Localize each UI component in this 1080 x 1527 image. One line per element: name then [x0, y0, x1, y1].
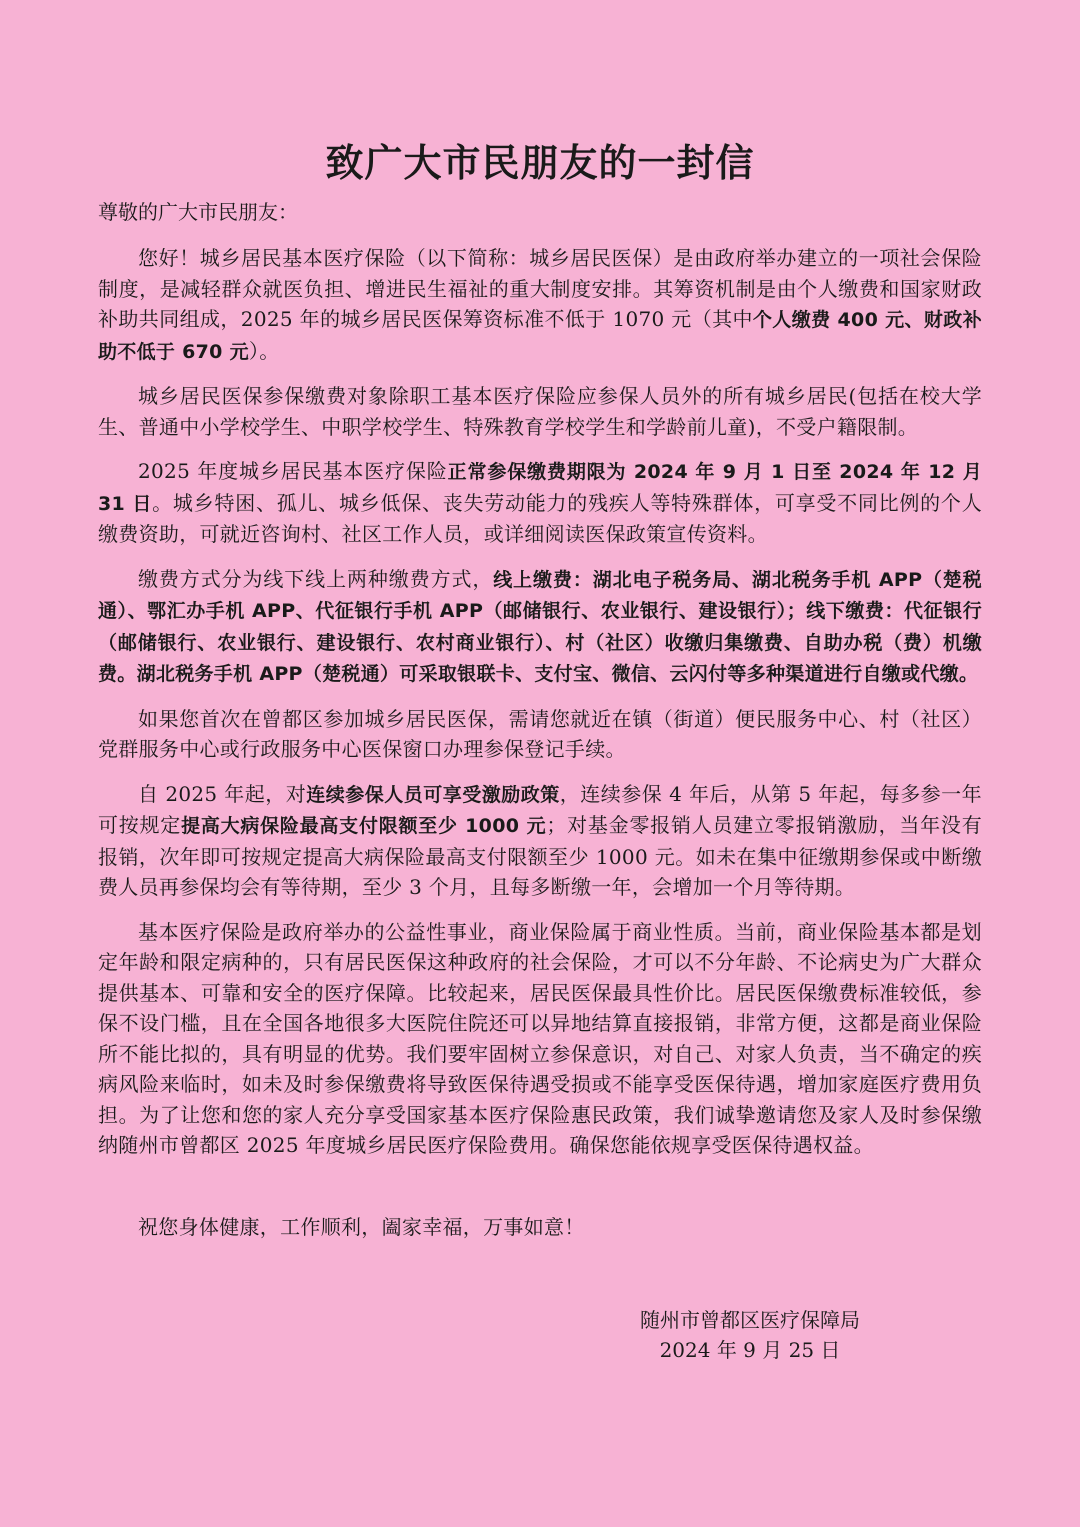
paragraph-text: 基本医疗保险是政府举办的公益性事业，商业保险属于商业性质。当前，商业保险基本都是划定年龄和限定病种的，只有居民医保这种政府的社会保险，才可以不分年龄、不论病史为广大群众提供基本、可靠和安全的医疗保障。比较起来，居民医保最具性价比。居民医保缴费标准较低，参保不设门槛，且在全国各地很多大医院住院还可以异地结算直接报销，非常方便，这都是商业保险所不能比拟的，具有明显的优势。我们要牢固树立参保意识，对自己、对家人负责，当不确定的疾病风险来临时，如未及时参保缴费将导致医保待遇受损或不能享受医保待遇，增加家庭医疗费用负担。为了让您和您的家人充分享受国家基本医疗保险惠民政策，我们诚挚邀请您及家人及时参保缴纳随州市曾都区 2025 年度城乡居民医疗保险费用。确保您能依规享受医保待遇权益。	[98, 919, 982, 1157]
paragraph-7	[98, 917, 982, 1161]
emphasis-text: 个人缴费 400 元、财政补助不低于 670 元	[98, 309, 983, 363]
signature-org: 随州市曾都区医疗保障局	[640, 1308, 860, 1332]
paragraph-6	[98, 779, 982, 903]
paragraph-text: 城乡居民医保参保缴费对象除职工基本医疗保险应参保人员外的所有城乡居民(包括在校大学生、普通中小学校学生、中职学校学生、特殊教育学校学生和学龄前儿童)，不受户籍限制。	[98, 384, 982, 439]
emphasis-text: 线上缴费：湖北电子税务局、湖北税务手机 APP（楚税通）、鄂汇办手机 APP、代征银行手机 APP（邮储银行、农业银行、建设银行）；线下缴费：代征银行（邮储银行、农业银行、建设银行、农村商业银行）、村（社区）收缴归集缴费、自助办税（费）机缴费。湖北税务手机 APP（楚税通）可采取银联卡、支付宝、微信、云闪付等多种渠道进行自缴或代缴。	[98, 568, 982, 685]
paragraph-text: 如果您首次在曾都区参加城乡居民医保，需请您就近在镇（街道）便民服务中心、村（社区）党群服务中心或行政服务中心医保窗口办理参保登记手续。	[98, 706, 982, 761]
paragraph-2	[98, 381, 982, 442]
letter-title: 致广大市民朋友的一封信	[325, 141, 755, 185]
emphasis-text: 提高大病保险最高支付限额至少 1000 元	[181, 815, 547, 837]
emphasis-text: 连续参保人员可享受激励政策	[306, 783, 560, 806]
paragraph-3	[98, 456, 982, 550]
letter-body	[98, 243, 982, 1175]
greeting: 尊敬的广大市民朋友：	[98, 200, 298, 224]
emphasis-text: 正常参保缴费期限为 2024 年 9 月 1 日至 2024 年 12 月 31 日	[98, 461, 983, 515]
paragraph-text: 缴费方式分为线下线上两种缴费方式，	[138, 566, 494, 591]
paragraph-5	[98, 704, 982, 765]
paragraph-1	[98, 243, 982, 367]
paragraph-text: ，连续参保 4 年后，从第 5 年起，每多参一年可按规定	[98, 781, 982, 837]
paragraph-text: 自 2025 年起，对	[138, 781, 307, 806]
paragraph-text: ；对基金零报销人员建立零报销激励，当年没有报销，次年即可按规定提高大病保险最高支付限额至少 1000 元。如未在集中征缴期参保或中断缴费人员再参保均会有等待期，至少 3 个月，且每多断缴一年，会增加一个月等待期。	[98, 813, 982, 899]
closing-wishes: 祝您身体健康，工作顺利，阖家幸福，万事如意！	[138, 1215, 585, 1239]
signature-block	[620, 1305, 880, 1365]
signature-date: 2024 年 9 月 25 日	[659, 1338, 841, 1362]
paragraph-text: ）。	[248, 338, 280, 363]
paragraph-text: 。城乡特困、孤儿、城乡低保、丧失劳动能力的残疾人等特殊群体，可享受不同比例的个人缴费资助，可就近咨询村、社区工作人员，或详细阅读医保政策宣传资料。	[98, 490, 982, 546]
paragraph-text: 2025 年度城乡居民基本医疗保险	[138, 459, 448, 483]
paragraph-text: 您好！城乡居民基本医疗保险（以下简称：城乡居民医保）是由政府举办建立的一项社会保险制度，是减轻群众就医负担、增进民生福祉的重大制度安排。其筹资机制是由个人缴费和国家财政补助共同组成，2025 年的城乡居民医保筹资标准不低于 1070 元（其中	[98, 246, 982, 331]
paragraph-4	[98, 564, 982, 690]
